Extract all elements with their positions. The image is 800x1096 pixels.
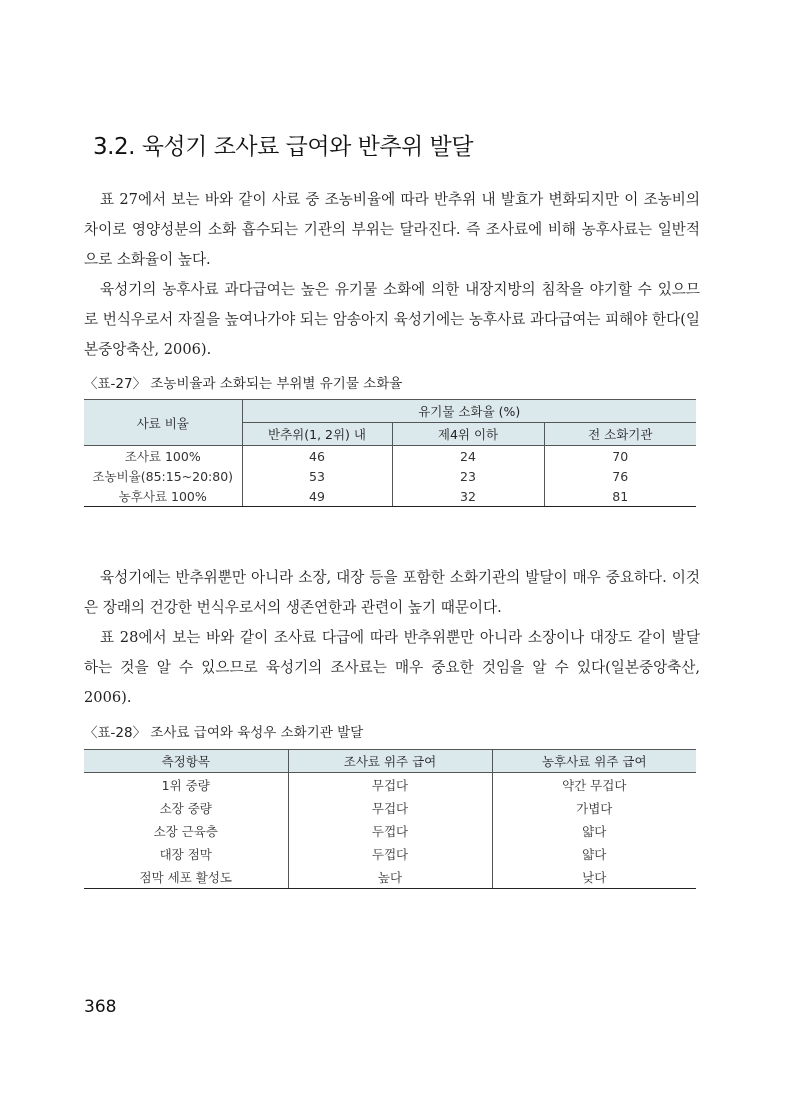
t27-cell: 24 [392, 446, 544, 467]
t27-subheader: 전 소화기관 [544, 423, 696, 446]
t27-header-group: 유기물 소화율 (%) [242, 400, 696, 423]
t28-header: 농후사료 위주 급여 [492, 750, 696, 773]
t28-cell: 낮다 [492, 865, 696, 889]
table-row [84, 486, 696, 507]
table-row [84, 865, 696, 889]
t28-cell: 얇다 [492, 819, 696, 842]
t28-item: 소장 중량 [159, 800, 212, 816]
t28-header: 조사료 위주 급여 [288, 750, 492, 773]
t28-header: 측정항목 [84, 750, 288, 773]
t28-cell: 가볍다 [492, 796, 696, 819]
t27-header-feed: 사료 비율 [84, 400, 242, 446]
t27-subheader: 제4위 이하 [392, 423, 544, 446]
t27-cell: 76 [544, 466, 696, 486]
t28-cell: 높다 [288, 865, 492, 889]
paragraph-3: 육성기에는 반추위뿐만 아니라 소장, 대장 등을 포함한 소화기관의 발달이 매우 중요하다. 이것은 장래의 건강한 번식우로서의 생존연한과 관련이 높기 때문이다. [84, 569, 700, 616]
t28-cell: 두껍다 [288, 842, 492, 865]
table-row [84, 819, 696, 842]
t27-cell: 53 [242, 466, 392, 486]
table27-caption: 〈표-27〉 조농비율과 소화되는 부위별 유기물 소화율 [84, 376, 403, 392]
paragraph-4: 표 28에서 보는 바와 같이 조사료 다급에 따라 반추위뿐만 아니라 소장이나 대장도 같이 발달하는 것을 알 수 있으므로 육성기의 조사료는 매우 중요한 것임을 알 수 있다(일본중앙축산, 2006). [84, 629, 700, 706]
t27-cell: 49 [242, 486, 392, 507]
table-row [84, 773, 696, 797]
t27-cell: 23 [392, 466, 544, 486]
t27-cell: 81 [544, 486, 696, 507]
t27-row-label: 농후사료 100% [84, 486, 242, 507]
t27-row-label: 조사료 100% [124, 449, 201, 464]
table-28 [84, 749, 696, 889]
t28-item: 1위 중량 [161, 777, 210, 793]
page-number: 368 [84, 997, 117, 1017]
t27-subheader: 반추위(1, 2위) 내 [242, 423, 392, 446]
t28-cell: 얇다 [492, 842, 696, 865]
t28-item: 소장 근육층 [153, 823, 218, 839]
t28-cell: 약간 무겁다 [492, 773, 696, 797]
t27-cell: 32 [392, 486, 544, 507]
t28-cell: 무겁다 [288, 773, 492, 797]
paragraph-2: 육성기의 농후사료 과다급여는 높은 유기물 소화에 의한 내장지방의 침착을 야기할 수 있으므로 번식우로서 자질을 높여나가야 되는 암송아지 육성기에는 농후사료 과다급여는 피해야 한다(일본중앙축산, 2006). [84, 281, 700, 358]
table-row [84, 446, 696, 467]
t28-cell: 두껍다 [288, 819, 492, 842]
t28-item: 점막 세포 활성도 [84, 865, 288, 889]
t27-row-label: 조농비율(85:15~20:80) [92, 469, 234, 484]
table-row [84, 796, 696, 819]
table-row [84, 842, 696, 865]
table-row [84, 466, 696, 486]
table-27 [84, 399, 696, 507]
t28-item: 대장 점막 [159, 846, 212, 862]
t27-cell: 70 [544, 446, 696, 467]
t27-cell: 46 [242, 446, 392, 467]
paragraph-1: 표 27에서 보는 바와 같이 사료 중 조농비율에 따라 반추위 내 발효가 변화되지만 이 조농비의 차이로 영양성분의 소화 흡수되는 기관의 부위는 달라진다. 즉 조사료에 비해 농후사료는 일반적으로 소화율이 높다. [84, 191, 700, 268]
t28-cell: 무겁다 [288, 796, 492, 819]
table28-caption: 〈표-28〉 조사료 급여와 육성우 소화기관 발달 [84, 725, 364, 741]
section-title: 3.2. 육성기 조사료 급여와 반추위 발달 [93, 134, 473, 160]
